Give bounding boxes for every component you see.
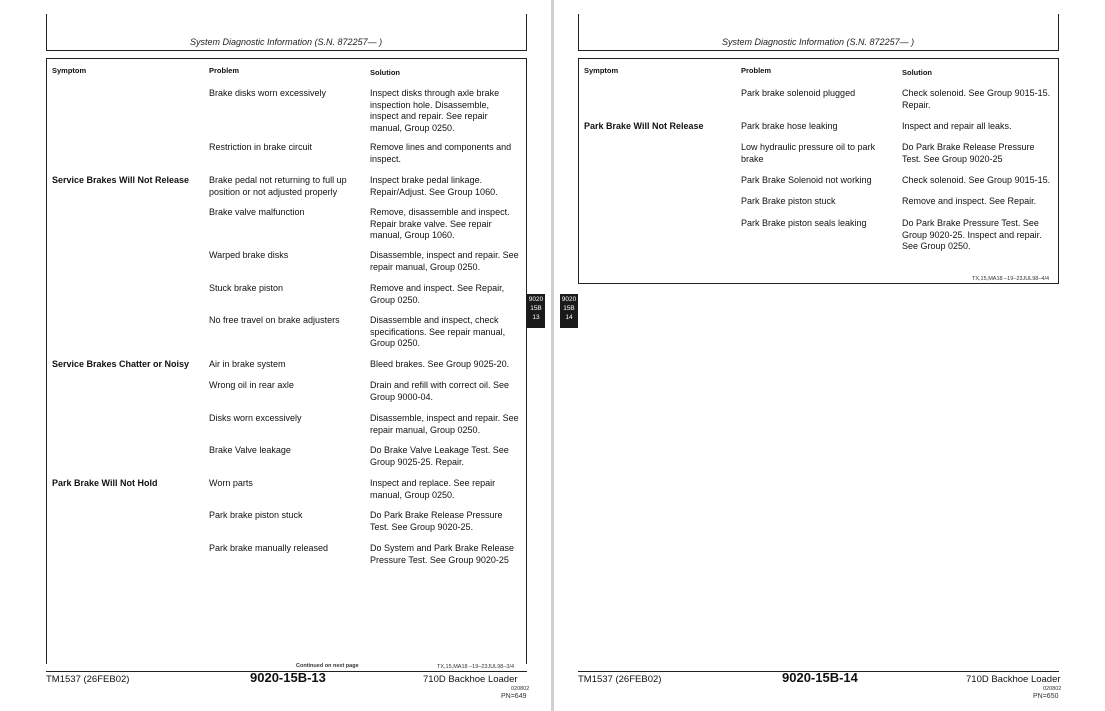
table-cell-problem: Brake valve malfunction xyxy=(209,207,305,217)
table-cell-problem: Air in brake system xyxy=(209,359,286,369)
manual-id: TM1537 (26FEB02) xyxy=(578,674,662,685)
tab-line: 15B xyxy=(563,305,575,312)
table-cell-problem: Park brake solenoid plugged xyxy=(741,88,856,98)
table-cell-solution: Drain and refill with correct oil. See Group 9000-04. xyxy=(370,380,510,402)
table-cell-solution: Disassemble, inspect and repair. See repair manual, Group 0250. xyxy=(370,413,519,435)
table-cell-solution: Inspect brake pedal linkage. Repair/Adjust. See Group 1060. xyxy=(370,175,498,197)
tab-line: 14 xyxy=(565,314,573,321)
table-cell-symptom: Service Brakes Will Not Release xyxy=(52,175,189,185)
header-border-left xyxy=(578,14,579,50)
table-cell-problem: Low hydraulic pressure oil to park brake xyxy=(741,142,876,164)
table-top-rule xyxy=(578,58,1059,59)
table-cell-problem: Warped brake disks xyxy=(209,250,289,260)
table-cell-problem: Stuck brake piston xyxy=(209,283,284,293)
section-tab xyxy=(560,294,578,328)
table-cell-solution: Do Park Brake Release Pressure Test. See Group 9020-25. xyxy=(370,510,503,532)
table-cell-problem: Wrong oil in rear axle xyxy=(209,380,294,390)
reference-code: TX,15,MA18 –19–23JUL98–4/4 xyxy=(972,276,1050,282)
section-tab xyxy=(527,294,545,328)
reference-code: TX,15,MA18 –19–23JUL98–3/4 xyxy=(437,664,515,670)
header-rule xyxy=(46,50,527,51)
table-top-rule xyxy=(46,58,527,59)
column-header-symptom: Symptom xyxy=(52,66,87,75)
table-cell-symptom: Park Brake Will Not Release xyxy=(584,121,704,131)
table-cell-solution: Do Brake Valve Leakage Test. See Group 9025-25. Repair. xyxy=(370,445,509,467)
table-cell-problem: Park brake manually released xyxy=(209,543,329,553)
table-cell-problem: No free travel on brake adjusters xyxy=(209,315,340,325)
table-cell-solution: Remove and inspect. See Repair, Group 0250. xyxy=(370,283,505,305)
machine-name: 710D Backhoe Loader xyxy=(966,674,1061,685)
header-border-right xyxy=(1058,14,1059,50)
table-cell-problem: Park Brake piston stuck xyxy=(741,196,836,206)
header-border-right xyxy=(526,14,527,50)
pn-number: PN=650 xyxy=(1033,693,1059,700)
table-cell-solution: Inspect and repair all leaks. xyxy=(902,121,1012,131)
page-left xyxy=(0,0,551,711)
tab-line: 15B xyxy=(530,305,542,312)
page-header: System Diagnostic Information (S.N. 872257— ) xyxy=(190,37,383,47)
table-cell-solution: Do System and Park Brake Release Pressure Test. See Group 9020-25 xyxy=(370,543,515,565)
table-bottom-rule xyxy=(578,283,1059,284)
page-right xyxy=(554,0,1105,711)
tab-line: 13 xyxy=(532,314,540,321)
column-header-problem: Problem xyxy=(741,66,772,75)
table-border-right xyxy=(1058,58,1059,283)
table-cell-problem: Brake disks worn excessively xyxy=(209,88,327,98)
table-cell-problem: Restriction in brake circuit xyxy=(209,142,313,152)
page-number: 9020-15B-13 xyxy=(250,670,326,685)
date-code: 020802 xyxy=(1043,686,1062,692)
table-cell-symptom: Park Brake Will Not Hold xyxy=(52,478,158,488)
table-cell-problem: Brake pedal not returning to full up position or not adjusted properly xyxy=(209,175,347,197)
table-cell-problem: Park brake piston stuck xyxy=(209,510,303,520)
pn-number: PN=649 xyxy=(501,693,527,700)
header-rule xyxy=(578,50,1059,51)
continued-note: Continued on next page xyxy=(296,663,359,669)
page-header: System Diagnostic Information (S.N. 872257— ) xyxy=(722,37,915,47)
table-cell-problem: Brake Valve leakage xyxy=(209,445,291,455)
page-number: 9020-15B-14 xyxy=(782,670,858,685)
column-header-solution: Solution xyxy=(370,68,400,77)
table-cell-problem: Park brake hose leaking xyxy=(741,121,838,131)
table-cell-solution: Remove, disassemble and inspect. Repair brake valve. See repair manual, Group 1060. xyxy=(370,207,510,240)
column-header-solution: Solution xyxy=(902,68,932,77)
table-cell-solution: Remove lines and components and inspect. xyxy=(370,142,512,164)
tab-line: 9020 xyxy=(528,296,544,303)
table-cell-symptom: Service Brakes Chatter or Noisy xyxy=(52,359,190,369)
table-cell-problem: Worn parts xyxy=(209,478,253,488)
table-cell-solution: Disassemble, inspect and repair. See repair manual, Group 0250. xyxy=(370,250,519,272)
machine-name: 710D Backhoe Loader xyxy=(423,674,518,685)
table-cell-solution: Do Park Brake Release Pressure Test. See Group 9020-25 xyxy=(902,142,1035,164)
table-cell-solution: Disassemble and inspect, check specifications. See repair manual, Group 0250. xyxy=(370,315,506,348)
table-cell-problem: Disks worn excessively xyxy=(209,413,302,423)
column-header-symptom: Symptom xyxy=(584,66,619,75)
table-border-right xyxy=(526,58,527,664)
column-header-problem: Problem xyxy=(209,66,240,75)
table-cell-solution: Check solenoid. See Group 9015-15. xyxy=(902,175,1051,185)
table-border-left xyxy=(46,58,47,664)
manual-id: TM1537 (26FEB02) xyxy=(46,674,130,685)
table-cell-solution: Do Park Brake Pressure Test. See Group 9020-25. Inspect and repair. See Group 0250. xyxy=(902,218,1042,251)
table-cell-problem: Park Brake piston seals leaking xyxy=(741,218,867,228)
table-cell-solution: Inspect and replace. See repair manual, Group 0250. xyxy=(370,478,496,500)
table-cell-solution: Bleed brakes. See Group 9025-20. xyxy=(370,359,510,369)
table-cell-problem: Park Brake Solenoid not working xyxy=(741,175,872,185)
header-border-left xyxy=(46,14,47,50)
table-cell-solution: Inspect disks through axle brake inspection hole. Disassemble, inspect and repair. See repair manual, Group 0250. xyxy=(370,88,500,133)
table-cell-solution: Remove and inspect. See Repair. xyxy=(902,196,1037,206)
date-code: 020802 xyxy=(511,686,530,692)
tab-line: 9020 xyxy=(561,296,577,303)
table-border-left xyxy=(578,58,579,283)
table-cell-solution: Check solenoid. See Group 9015-15. Repair. xyxy=(902,88,1051,110)
